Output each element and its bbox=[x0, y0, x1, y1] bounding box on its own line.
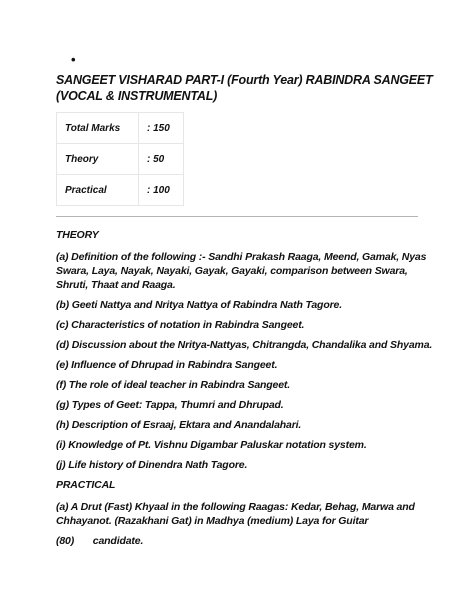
list-item: (i) Knowledge of Pt. Vishnu Digambar Paluskar notation system. bbox=[56, 439, 367, 451]
marks-table bbox=[56, 112, 184, 206]
marks-value: : 150 bbox=[139, 113, 184, 144]
marks-value: : 50 bbox=[139, 144, 184, 175]
syllabus-heading: SANGEET VISHARAD PART-I (Fourth Year) RABINDRA SANGEET (VOCAL & INSTRUMENTAL) bbox=[56, 73, 433, 103]
list-item: (g) Types of Geet: Tappa, Thumri and Dhrupad. bbox=[56, 399, 284, 411]
continuation-text: candidate. bbox=[92, 535, 144, 547]
list-item: (a) Definition of the following :- Sandhi Prakash Raaga, Meend, Gamak, Nyas Swara, Laya, Nayak, Nayaki, Gayak, Gayaki, comparison between Swara, Shruti, Thaat and Raaga. bbox=[56, 251, 427, 291]
marks-label: Practical bbox=[57, 175, 139, 206]
syllabus-body bbox=[56, 228, 434, 554]
bullet-mark: • bbox=[71, 52, 76, 67]
theory-title: THEORY bbox=[56, 229, 99, 241]
marks-number: (80) bbox=[56, 535, 75, 547]
list-item: (f) The role of ideal teacher in Rabindra Sangeet. bbox=[56, 379, 291, 391]
table-row bbox=[57, 113, 184, 144]
list-item bbox=[56, 534, 434, 548]
section-divider bbox=[56, 216, 418, 217]
practical-title: PRACTICAL bbox=[56, 479, 116, 491]
list-item: (c) Characteristics of notation in Rabindra Sangeet. bbox=[56, 319, 305, 331]
list-item: (e) Influence of Dhrupad in Rabindra Sangeet. bbox=[56, 359, 278, 371]
marks-value: : 100 bbox=[139, 175, 184, 206]
list-item: (h) Description of Esraaj, Ektara and Anandalahari. bbox=[56, 419, 302, 431]
table-row bbox=[57, 144, 184, 175]
marks-label: Total Marks bbox=[57, 113, 139, 144]
table-row bbox=[57, 175, 184, 206]
marks-label: Theory bbox=[57, 144, 139, 175]
list-item: (a) A Drut (Fast) Khyaal in the following Raagas: Kedar, Behag, Marwa and Chhayanot. (Razakhani Gat) in Madhya (medium) Laya for Guitar bbox=[56, 501, 415, 527]
list-item: (d) Discussion about the Nritya-Nattyas, Chitrangda, Chandalika and Shyama. bbox=[56, 339, 433, 351]
list-item: (j) Life history of Dinendra Nath Tagore. bbox=[56, 459, 248, 471]
list-item: (b) Geeti Nattya and Nritya Nattya of Rabindra Nath Tagore. bbox=[56, 299, 342, 311]
